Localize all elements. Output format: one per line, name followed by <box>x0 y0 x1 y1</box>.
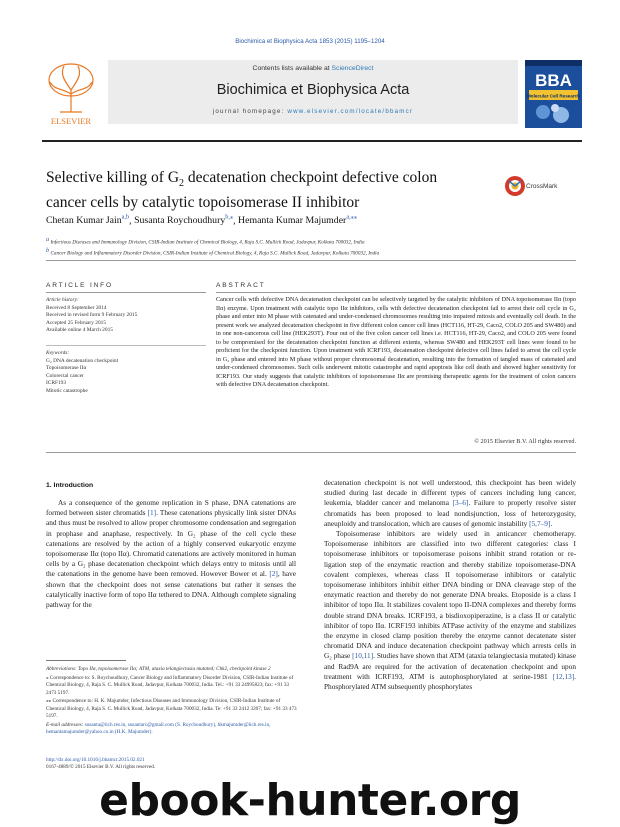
banner-rule <box>42 140 582 142</box>
author-3[interactable]: Hemanta Kumar Majumder$^{a,⁎⁎}$ <box>238 214 357 227</box>
paper-title <box>46 168 466 212</box>
title-part2: decatenation checkpoint defective colon cancer cells by catalytic topoisomerase II inhibitor <box>46 169 438 212</box>
citation-link[interactable]: [10,11] <box>352 651 374 661</box>
homepage-link[interactable]: www.elsevier.com/locate/bbamcr <box>287 108 414 115</box>
citation-link[interactable]: [2] <box>269 569 278 579</box>
author-1[interactable]: Chetan Kumar Jain$^{a,b}$ <box>46 214 130 227</box>
footnote-correspondence-1: ⁎ Correspondence to: S. Roychoudhury, Cancer Biology and Inflammatory Disorder Division, CSIR-Indian Institute of Chemical Biology, 4, Raja S. C. Mullick Road, Jadavpur, Kolkata 700032, India. Tel.: +91 33 24995823; fax: +91 33 2473 5197. <box>46 674 294 696</box>
intro-left-column: As a consequence of the genome replication in S phase, DNA catenations are formed between sister chromatids [1]. These catenations physically link sister DNAs and thus must be resolved to allow proper chromosome condensation and segregation in prophase and anaphase, respectively. In G₂ phase of the cell cycle these catenations are resolved by the action of a highly conserved eukaryotic enzyme topoisomerase IIα (topo IIα). Chromatid catenations are actively monitored in human cells by a G₂ phase decatenation checkpoint which delays entry to mitosis until all the catenations in the genome have been removed. However Bower et al. [2], have shown that the checkpoint does not sense catenations but rather it senses the catalytically inactive form of topo IIα tethered to DNA. Although complete signaling pathway for the <box>46 498 296 610</box>
title-subscript: 2 <box>179 178 185 190</box>
elsevier-wordmark: ELSEVIER <box>50 116 92 126</box>
intro-right-paragraph-1: decatenation checkpoint is not well understood, this checkpoint has been widely studied during last decade in different types of cancers including lung cancer, leukemia, bladder cancer and melanoma [3–6]. Failure to properly resolve sister chromatids has been proposed to lead nondisjunction, loss of heterozygosity, aneuploidy and translocation, which are causes of genomic instability [5,7–9]. <box>324 478 577 528</box>
author-2-sup[interactable]: b,⁎ <box>225 214 234 221</box>
copyright: © 2015 Elsevier B.V. All rights reserved. <box>474 438 576 445</box>
bba-cover-subtitle: Molecular Cell Research <box>526 93 581 99</box>
article-info-rule <box>46 292 206 293</box>
author-2[interactable]: Susanta Roychoudhury$^{b,⁎}$ <box>134 214 234 227</box>
intro-right-paragraph-2: Topoisomerase inhibitors are widely used in anticancer chemotherapy. Topoisomerase inhibitors are classified into two different categories: class I topoisomerase inhibitors or topoisomerase poisons inhibit strand rotation or re-ligation step of the enzymatic reaction and thereby stabilize topoisomerase-DNA covalent complexes, whereas class II topoisomerase inhibitors or catalytic topoisomerase inhibitors inhibit either DNA binding or DNA cleavage step of the enzymatic reaction and thereby do not generate DNA breaks. Etoposide is a class I inhibitor of topo IIα. It stabilizes covalent topo II-DNA complexes and thereby forms double strand DNA breaks. ICRF193, a bisdioxopiperazine, is a class II or catalytic inhibitor of topo IIα. ICRF193 inhibits ATPase activity of the enzyme and stabilizes the enzyme in closed clamp position thereby the enzyme cannot decatenate sister chromatid DNA and induce decatenation checkpoint pathway which arrests cells in G₂ phase [10,11]. Studies have shown that ATM (ataxia telangiectasia mutated) kinase and Rad9A are required for the activation of decatenation checkpoint and upon treatment with ICRF193, ATM is autophosphorylated at serine-1981 [12,13]. Phosphorylated ATM subsequently phosphorylates <box>324 529 576 692</box>
keyword-item: Mitotic catastrophe <box>46 387 88 394</box>
citation-link[interactable]: [12,13] <box>552 671 575 681</box>
abstract-text: Cancer cells with defective DNA decatenation checkpoint can be selectively targeted by the catalytic inhibitors of DNA topoisomerase IIα (topo IIα) enzyme. Upon treatment with catalytic topo IIα inhibitors, cells with defective decatenation checkpoint fail to arrest their cell cycle in G₂ phase and enter into M phase with catenated and under-condensed chromosomes resulting into impaired mitosis and eventually cell death. In the present work we analyzed decatenation checkpoint in five different colon cancer cell lines (HCT116, HT-29, Caco2, COLO 205 and SW480) and in one non-cancerous cell line (HEK293T). Four out of the five colon cancer cell lines i.e. HCT116, HT-29, Caco2, and COLO 205 were found to be compromised for the decatenation checkpoint function at different extents, whereas SW480 and HEK293T cell lines were found to be proficient for the checkpoint function. Upon treatment with ICRF193, decatenation checkpoint defective cell lines failed to arrest the cell cycle in G₂ phase and entered into M phase without proper chromosomal decatenation, resulting into the formation of tangled mass of catenated and under-condensed chromosomes. Such cells underwent mitotic catastrophe and rapid apoptosis like cell death and showed higher sensitivity for ICRF193. Our study suggests that catalytic inhibitors of topoisomerase IIα are promising therapeutic agents for the treatment of colon cancers with defective DNA decatenation checkpoint. <box>216 296 576 388</box>
keyword-item: Topoisomerase IIα <box>46 365 87 372</box>
keyword-item: Colorectal cancer <box>46 372 84 379</box>
watermark: ebook-hunter.org <box>99 775 521 826</box>
journal-homepage <box>108 108 518 115</box>
contents-line <box>108 65 518 72</box>
history-revised: Received in revised form 9 February 2015 <box>46 312 138 319</box>
homepage-prefix: journal homepage: <box>212 108 285 115</box>
footnote-correspondence-2: ⁎⁎ Correspondence to: H. K. Majumder, Infectious Diseases and Immunology Division, CSIR-Indian Institute of Chemical Biology, 4, Raja S. C. Mullick Road, Jadavpur, Kolkata 700032, India. Te: +91 33 2412 3207; fax: +91 33 473 5197. <box>46 698 297 719</box>
affiliation-rule <box>46 260 576 261</box>
banner-center <box>108 60 518 124</box>
footnote-abbreviations: Abbreviations: Topo IIα, topoisomerase IIα; ATM, ataxia telangiectasia mutated; Chk2, checkpoint kinase 2 <box>46 666 271 672</box>
running-head: Biochimica et Biophysica Acta 1853 (2015) 1195–1204 <box>235 38 385 45</box>
history-received: Received 8 September 2014 <box>46 304 107 311</box>
article-history <box>46 297 206 335</box>
keywords-label: Keywords: <box>46 350 70 356</box>
citation-link[interactable]: [1] <box>147 508 157 518</box>
journal-banner <box>42 60 582 132</box>
bba-cover-title: BBA <box>535 71 572 90</box>
abstract-bottom-rule <box>46 452 576 453</box>
citation-link[interactable]: [5,7–9] <box>529 518 551 528</box>
author-1-sup[interactable]: a,b <box>121 214 130 221</box>
sciencedirect-link[interactable]: ScienceDirect <box>331 65 374 72</box>
history-online: Available online 4 March 2015 <box>46 327 113 334</box>
title-part1: Selective killing of G <box>46 169 180 186</box>
doi-link[interactable]: http://dx.doi.org/10.1016/j.bbamcr.2015.02.021 <box>46 757 145 763</box>
citation-link[interactable]: [3–6] <box>452 498 469 508</box>
abstract-heading: ABSTRACT <box>216 282 266 289</box>
affiliations <box>46 236 576 258</box>
affiliation-b: b Cancer Biology and Inflammatory Disorder Division, CSIR-Indian Institute of Chemical Biology, 4, Raja S.C. Mullick Road, Jadavpur, Kolkata 700032, India <box>46 247 380 257</box>
intro-right-column <box>324 478 576 692</box>
contents-prefix: Contents lists available at <box>252 65 330 72</box>
bba-cover-image <box>525 60 582 128</box>
abstract-rule <box>216 292 576 293</box>
author-3-sup[interactable]: a,⁎⁎ <box>346 214 357 221</box>
footnote-rule <box>46 660 126 661</box>
issn-line: 0167-4889/© 2015 Elsevier B.V. All rights reserved. <box>46 764 156 771</box>
doi-block <box>46 757 296 772</box>
elsevier-logo <box>42 60 100 128</box>
footnotes <box>46 666 298 738</box>
keywords-rule <box>46 345 206 346</box>
journal-name: Biochimica et Biophysica Acta <box>216 82 410 98</box>
history-accepted: Accepted 25 February 2015 <box>46 319 107 326</box>
keyword-item: G₂ DNA decatenation checkpoint <box>46 357 119 364</box>
introduction-heading: 1. Introduction <box>46 482 94 489</box>
crossmark-label[interactable]: CrossMark <box>526 183 558 190</box>
article-info-heading: ARTICLE INFO <box>46 282 113 289</box>
history-label: Article history: <box>46 297 79 303</box>
affiliation-a: a Infectious Diseases and Immunology Division, CSIR-Indian Institute of Chemical Biology, 4, Raja S.C. Mullick Road, Jadavpur, Kolkata 700032, India <box>46 236 365 246</box>
keyword-item: ICRF193 <box>46 380 67 387</box>
footnote-emails: E-mail addresses: susanta@iich.res.in, susantarc@gmail.com (S. Roychoudhury), hkmajumder@iich.res.in, hemantamajumder@yahoo.co.in (H.K. Majumder). <box>46 721 271 735</box>
email-links[interactable]: susanta@iich.res.in, susantarc@gmail.com (S. Roychoudhury), hkmajumder@iich.res.in, hemantamajumder@yahoo.co.in (H.K. Majumder). <box>46 721 271 735</box>
keywords <box>46 350 206 396</box>
authors: Chetan Kumar Jain$^{a,b}$, Susanta Roychoudhury$^{b,⁎}$, Hemanta Kumar Majumder$^{a,⁎⁎}$ <box>46 214 357 227</box>
